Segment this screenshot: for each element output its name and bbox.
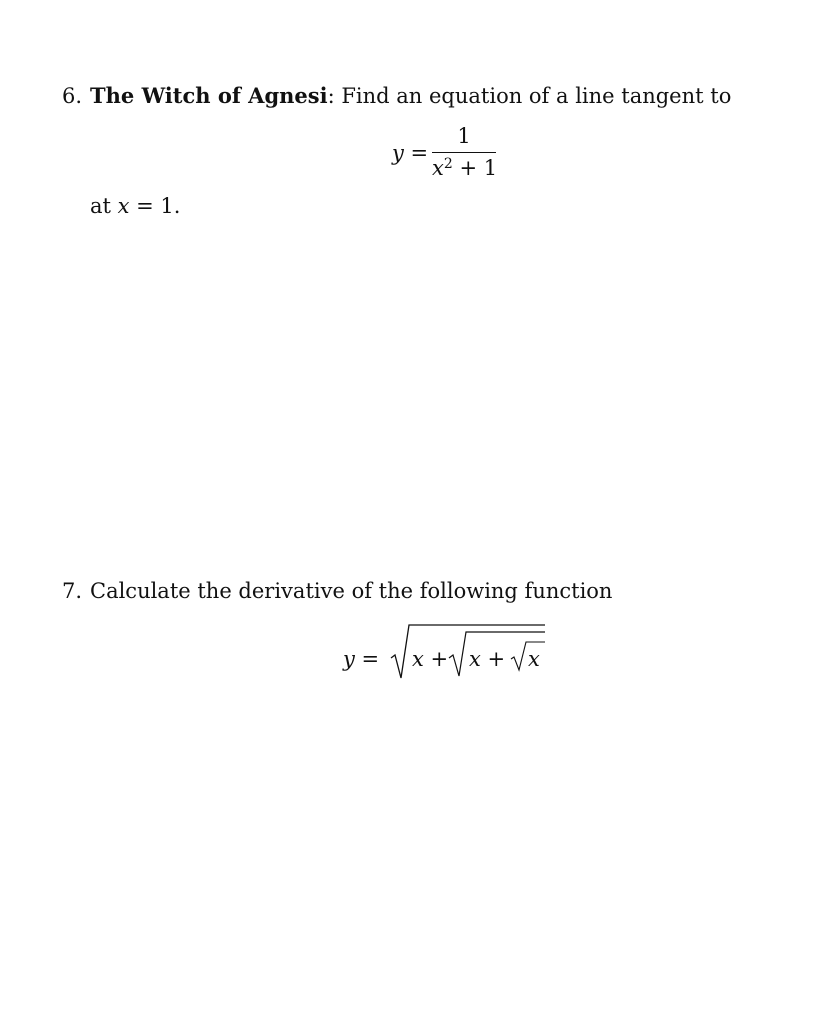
- denominator-exponent: 2: [443, 156, 453, 172]
- fraction-denominator: [432, 155, 496, 183]
- nested-root-equation: [343, 620, 563, 690]
- root-equation-lhs: y =: [343, 647, 380, 671]
- fraction-numerator: 1: [457, 124, 471, 148]
- middle-radicand-term: x +: [469, 647, 506, 671]
- outer-radicand-term: x +: [412, 647, 449, 671]
- equation-lhs: y =: [392, 141, 429, 165]
- denominator-base: x: [432, 156, 444, 180]
- witch-of-agnesi-equation: [392, 122, 512, 186]
- problem-7-number: 7.: [62, 579, 83, 603]
- problem-6-text: [90, 83, 731, 109]
- fraction-bar: [432, 152, 496, 153]
- condition-var: x: [117, 194, 130, 218]
- nested-root-svg: [343, 620, 563, 690]
- denominator-rest: + 1: [452, 156, 498, 180]
- problem-6-statement: [62, 83, 742, 109]
- problem-6-prompt: : Find an equation of a line tangent to: [327, 84, 732, 108]
- fraction: [432, 122, 496, 183]
- problem-7-statement: [62, 578, 662, 604]
- problem-7-prompt: Calculate the derivative of the following function: [90, 579, 613, 603]
- inner-radicand-term: x: [528, 647, 540, 671]
- condition-prefix: at: [90, 194, 118, 218]
- problem-6-condition: [90, 193, 290, 219]
- problem-6-number: 6.: [62, 84, 83, 108]
- condition-rest: = 1.: [129, 194, 181, 218]
- problem-6-title: The Witch of Agnesi: [90, 83, 328, 108]
